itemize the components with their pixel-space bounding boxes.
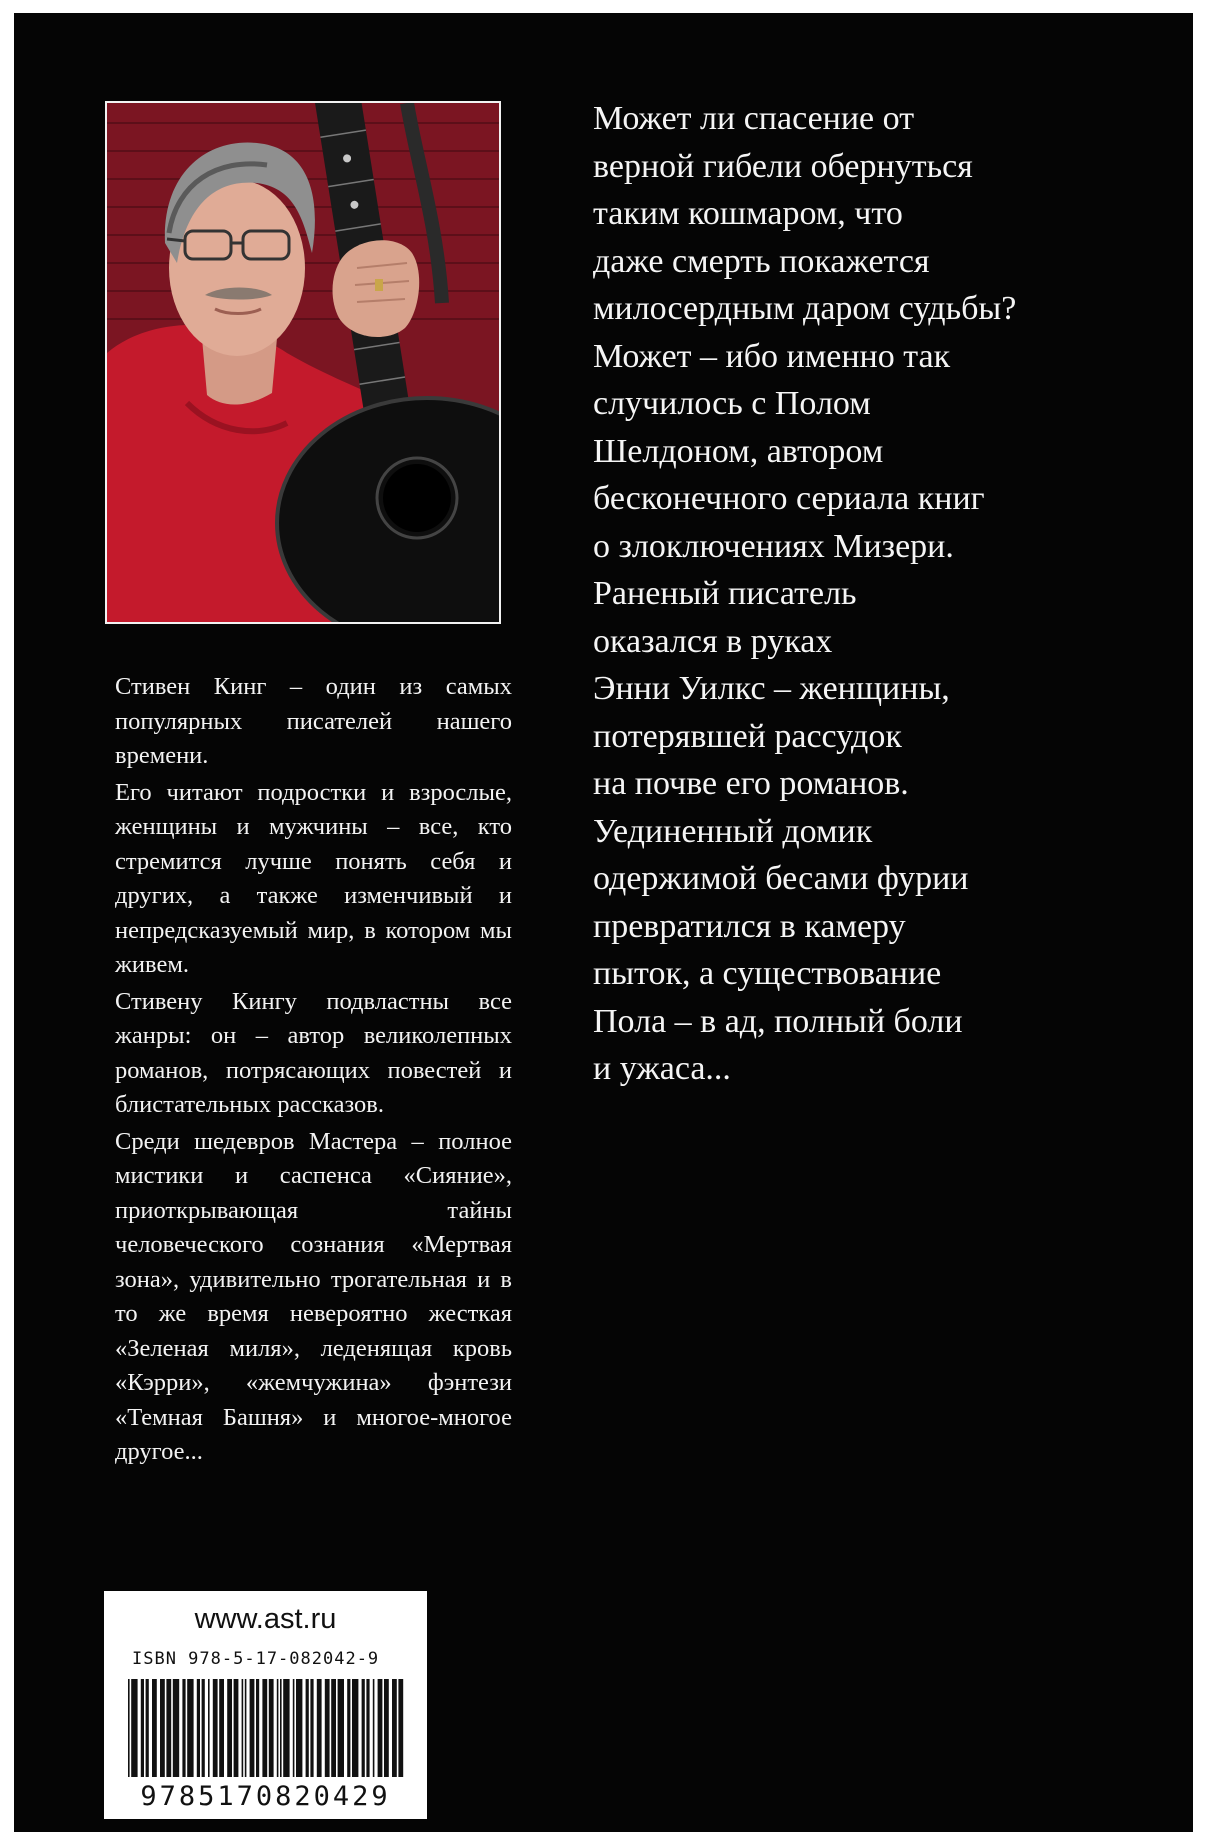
barcode-bar [392, 1679, 397, 1777]
barcode-bar [202, 1679, 205, 1777]
bio-paragraph: Среди шедевров Мастера – полное мистики и саспенса «Сияние», приоткрывающая тайны человеческого сознания «Мертвая зона», удивительно трогательная и в то же время невероятно жесткая «Зеленая миля», леденящая кровь «Кэрри», «жемчужина» фэнтези «Темная Башня» и многое-многое другое... [115, 1127, 512, 1465]
barcode-bar [187, 1679, 193, 1777]
blurb-line: даже смерть покажется [593, 242, 930, 280]
blurb-line: оказался в руках [593, 622, 833, 660]
barcode-bar [296, 1679, 302, 1777]
barcode-bar [262, 1679, 267, 1777]
barcode-bar [245, 1679, 247, 1777]
barcode-bar [242, 1679, 244, 1777]
author-bio [115, 670, 512, 1472]
barcode-bar [325, 1679, 330, 1777]
barcode-bar [306, 1679, 309, 1777]
barcode-bar [310, 1679, 313, 1777]
barcode-bar [269, 1679, 274, 1777]
book-blurb [593, 95, 1113, 1093]
blurb-line: случилось с Полом [593, 385, 871, 422]
back-cover [14, 13, 1193, 1832]
bio-paragraph: Его читают подростки и взрослые, женщины и мужчины – все, кто стремится лучше понять себя и других, а также изменчивый и непредсказуемый мир, в котором мы живем. [115, 778, 512, 978]
barcode-bar [208, 1679, 210, 1777]
barcode-panel [104, 1591, 427, 1819]
barcode-bar [283, 1679, 289, 1777]
barcode-bar [227, 1679, 232, 1777]
barcode-bar [338, 1679, 344, 1777]
barcode-bar [213, 1679, 218, 1777]
blurb-line: Может ли спасение от [593, 100, 915, 137]
barcode-bar [378, 1679, 383, 1777]
barcode-bar [331, 1679, 336, 1777]
bio-paragraph: Стивен Кинг – один из самых популярных писателей нашего времени. [115, 673, 512, 769]
blurb-line: и ужаса... [593, 1050, 731, 1087]
isbn-label: ISBN 978-5-17-082042-9 [132, 1649, 380, 1669]
barcode-digits: 9785170820429 [140, 1781, 391, 1812]
barcode-bar [352, 1679, 358, 1777]
blurb-line: о злоключениях Мизери. [593, 527, 954, 565]
barcode-bar [219, 1679, 224, 1777]
barcode-bar [373, 1679, 375, 1777]
blurb-line: Раненый писатель [593, 575, 857, 612]
barcode-bar [366, 1679, 369, 1777]
author-photo [105, 101, 501, 624]
barcode-bar [234, 1679, 239, 1777]
barcode-bar [152, 1679, 157, 1777]
bio-paragraph: Стивену Кингу подвластны все жанры: он – автор великолепных романов, потрясающих повестей и блистательных рассказов. [115, 987, 512, 1118]
blurb-line: Шелдоном, автором [593, 432, 884, 470]
barcode-bar [362, 1679, 365, 1777]
blurb-line: потерявшей рассудок [593, 717, 902, 755]
barcode-bar [182, 1679, 185, 1777]
barcode-bar [173, 1679, 179, 1777]
blurb-line: на почве его романов. [593, 765, 909, 802]
barcode-bar [131, 1679, 137, 1777]
blurb-line: верной гибели обернуться [593, 147, 973, 185]
blurb-line: Уединенный домик [593, 812, 873, 850]
barcode-bar [141, 1679, 144, 1777]
barcode-bar [128, 1679, 130, 1777]
barcode-bar [250, 1679, 255, 1777]
author-photo-illustration [107, 103, 499, 622]
barcode-bar [347, 1679, 350, 1777]
blurb-line: пыток, а существование [593, 955, 942, 992]
barcode-bar [160, 1679, 165, 1777]
blurb-line: Пола – в ад, полный боли [593, 1002, 963, 1040]
barcode-bars [128, 1679, 404, 1779]
barcode-bar [277, 1679, 279, 1777]
blurb-line: Энни Уилкс – женщины, [593, 670, 950, 707]
barcode-bar [280, 1679, 282, 1777]
blurb-line: Может – ибо именно так [593, 337, 951, 375]
barcode-bar [256, 1679, 259, 1777]
blurb-line: одержимой бесами фурии [593, 860, 969, 897]
barcode-bar [197, 1679, 200, 1777]
blurb-line: таким кошмаром, что [593, 195, 903, 232]
blurb-line: милосердным даром судьбы? [593, 290, 1017, 327]
barcode-bar [146, 1679, 149, 1777]
barcode-bar [293, 1679, 295, 1777]
blurb-line: бесконечного сериала книг [593, 480, 985, 517]
website-label: www.ast.ru [194, 1603, 337, 1635]
barcode-bar [317, 1679, 322, 1777]
blurb-line: превратился в камеру [593, 907, 906, 945]
barcode-bar [166, 1679, 171, 1777]
barcode-bar [384, 1679, 389, 1777]
barcode-bar [398, 1679, 403, 1777]
